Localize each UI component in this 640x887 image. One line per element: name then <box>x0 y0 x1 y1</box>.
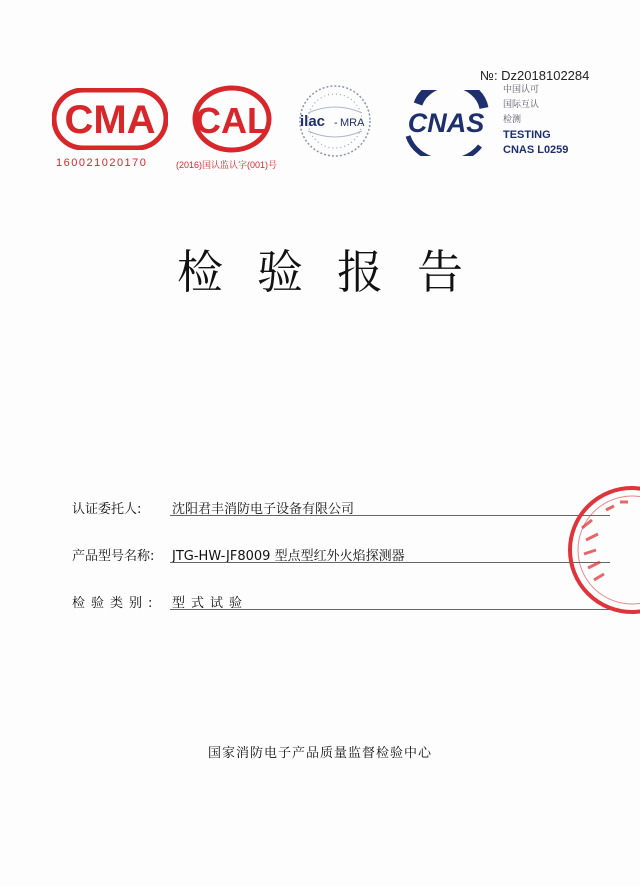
inspection-type-field <box>72 592 249 611</box>
client-value: 沈阳君丰消防电子设备有限公司 <box>172 502 355 517</box>
ilac-logo-text: ilac <box>300 113 326 130</box>
cnas-cn-line2: 国际互认 <box>503 100 540 110</box>
cnas-cn-line3: 检测 <box>503 115 522 125</box>
cnas-logo-text: CNAS <box>407 108 485 138</box>
cal-logo-text: CAL <box>195 100 269 141</box>
ilac-mra-logo <box>296 83 374 159</box>
cnas-registration-number: CNAS L0259 <box>503 144 569 156</box>
inspection-type-value: 型式试验 <box>172 596 249 611</box>
cnas-cn-line1: 中国认可 <box>503 85 540 95</box>
client-field <box>72 498 355 517</box>
svg-text:-: - <box>334 117 338 129</box>
product-underline <box>170 562 610 563</box>
cma-logo-text: CMA <box>64 98 156 142</box>
product-value: JTG-HW-JF8009 型点型红外火焰探测器 <box>172 549 405 564</box>
cal-logo <box>191 84 273 154</box>
product-field <box>72 545 405 564</box>
cma-code: 160021020170 <box>56 157 148 169</box>
report-number: №: Dz2018102284 <box>480 68 590 83</box>
cma-logo <box>52 88 168 150</box>
mra-logo-text: MRA <box>340 117 365 129</box>
red-seal-icon <box>562 480 640 620</box>
report-title: 检验报告 <box>177 245 497 299</box>
product-label: 产品型号名称: <box>72 549 155 564</box>
inspection-type-label: 检验类别: <box>72 596 159 611</box>
cnas-accreditation-text <box>503 83 568 158</box>
cal-code: (2016)国认监认字(001)号 <box>176 160 278 170</box>
client-underline <box>170 515 610 516</box>
issuing-authority: 国家消防电子产品质量监督检验中心 <box>207 746 432 761</box>
cnas-testing-label: TESTING <box>503 129 551 141</box>
cnas-logo <box>396 90 496 156</box>
inspection-type-underline <box>170 609 610 610</box>
client-label: 认证委托人: <box>72 502 142 517</box>
